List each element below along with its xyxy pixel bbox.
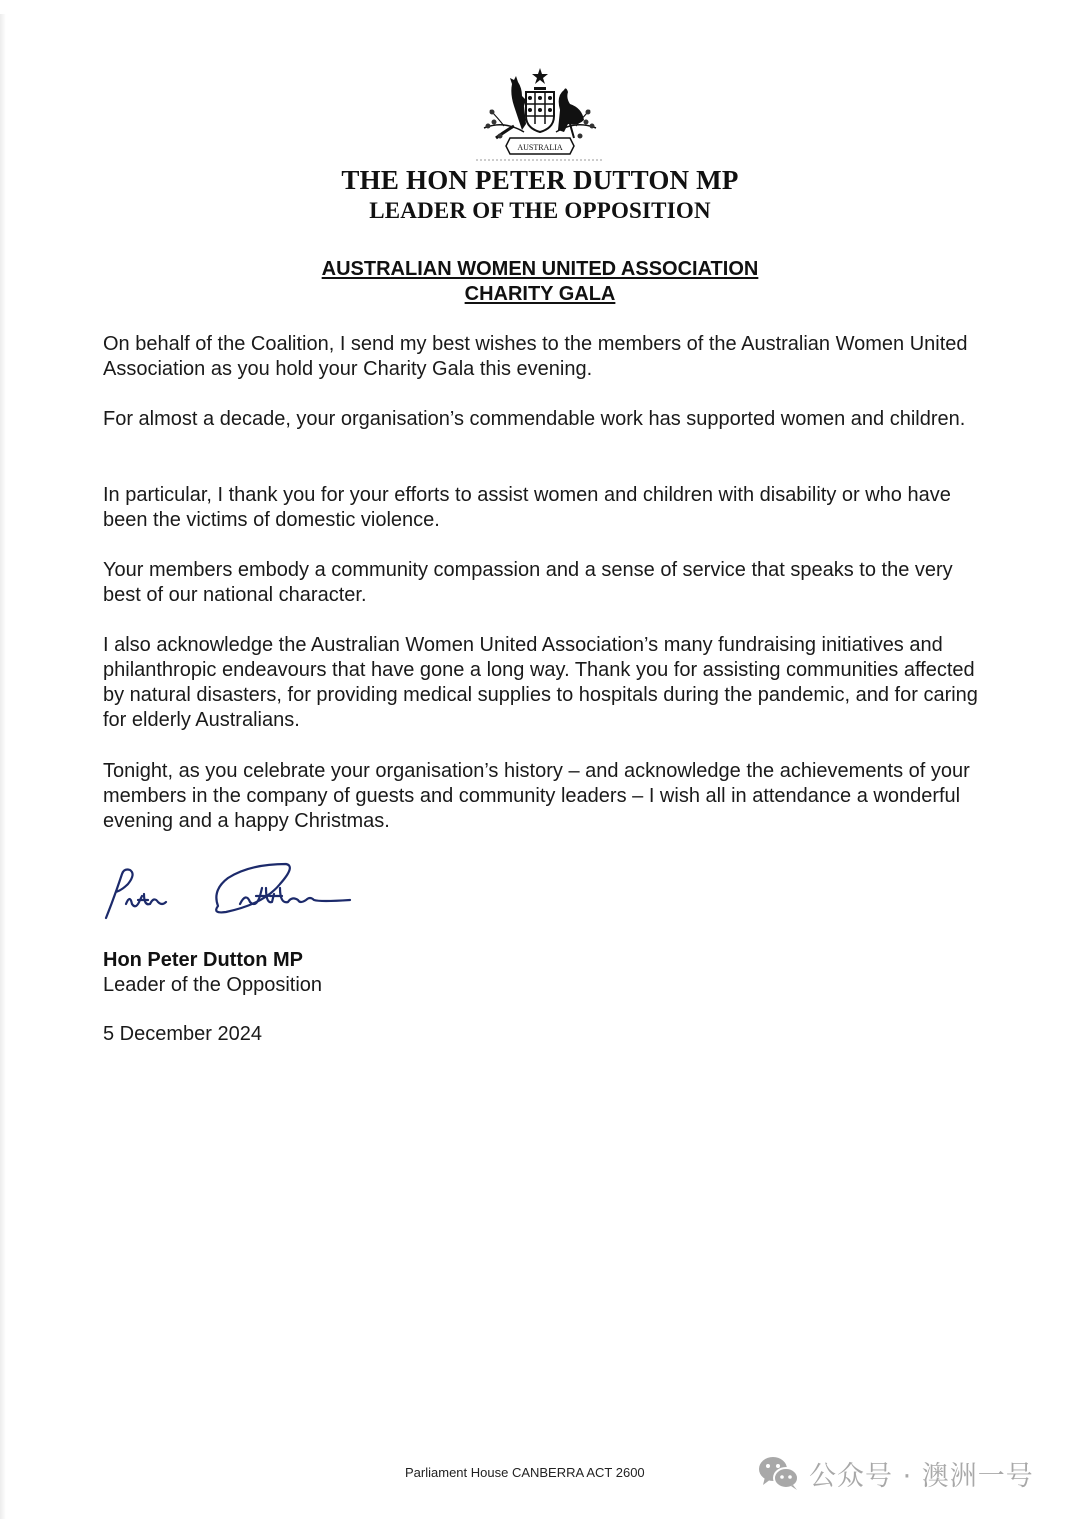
letter-paragraph: I also acknowledge the Australian Women United Association’s many fundraising initiatives and philanthropic endeavours that have gone a long way. Thank you for assisting communities affected by natural disasters, for providing medical supplies to hospitals during the pandemic, and for caring for elderly Australians. — [103, 634, 978, 731]
letter-paragraph: On behalf of the Coalition, I send my best wishes to the members of the Australian Women United Association as you hold your Charity Gala this evening. — [103, 333, 968, 380]
letter-paragraph: For almost a decade, your organisation’s commendable work has supported women and children. — [103, 408, 966, 430]
letter-paragraph: In particular, I thank you for your efforts to assist women and children with disability or who have been the victims of domestic violence. — [103, 484, 951, 531]
signatory-role: Leader of the Opposition — [103, 974, 323, 996]
wechat-icon — [757, 1455, 801, 1491]
letterhead-office: LEADER OF THE OPPOSITION — [369, 198, 711, 223]
svg-text:AUSTRALIA: AUSTRALIA — [517, 143, 563, 152]
watermark-text: 公众号 · 澳洲一号 — [809, 1460, 1034, 1492]
watermark — [757, 1455, 1034, 1491]
page-edge — [0, 14, 6, 1519]
letterhead-name-title: THE HON PETER DUTTON MP — [341, 165, 739, 195]
event-title — [0, 257, 1080, 307]
letter-date: 5 December 2024 — [103, 1023, 262, 1045]
event-title-line2: CHARITY GALA — [464, 283, 616, 305]
signatory-name: Hon Peter Dutton MP — [103, 949, 303, 971]
coat-of-arms-icon — [474, 66, 606, 162]
letter-paragraph: Your members embody a community compassion and a sense of service that speaks to the very best of our national character. — [103, 559, 953, 606]
letter-paragraph: Tonight, as you celebrate your organisation’s history – and acknowledge the achievements of your members in the company of guests and community leaders – I wish all in attendance a wonderful evening and a happy Christmas. — [103, 760, 970, 832]
signature-icon — [100, 860, 360, 930]
event-title-line1: AUSTRALIAN WOMEN UNITED ASSOCIATION — [321, 258, 759, 280]
footer-address: Parliament House CANBERRA ACT 2600 — [405, 1465, 645, 1480]
